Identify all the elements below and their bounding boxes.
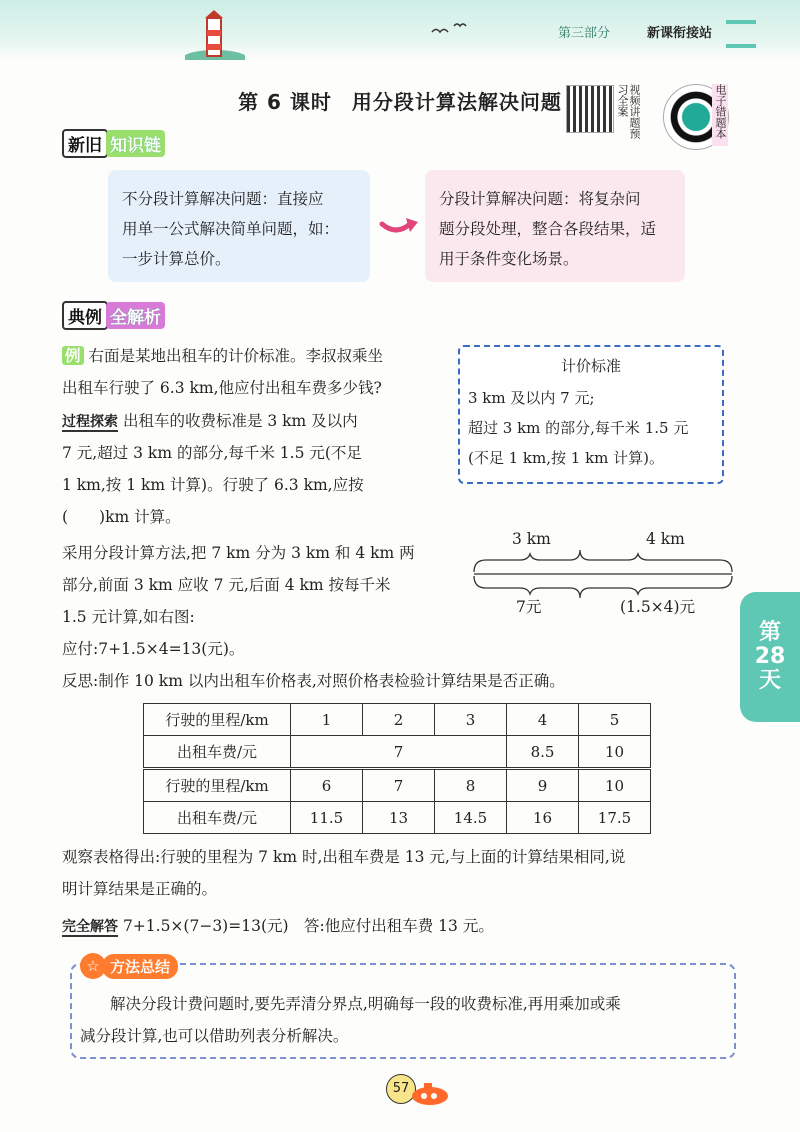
header-deco — [726, 20, 756, 48]
knowledge-right-line3: 用于条件变化场景。 — [439, 250, 579, 268]
table-row-label: 出租车费/元 — [144, 736, 291, 769]
table-cell: 8.5 — [507, 736, 579, 769]
example-badge: 例 — [62, 346, 84, 365]
question-line1 — [62, 340, 383, 372]
section-example — [62, 302, 165, 328]
knowledge-right-box — [425, 170, 685, 282]
arrow-right-icon — [378, 212, 420, 242]
table-cell: 1 — [291, 704, 363, 736]
explore-line3: 1 km,按 1 km 计算)。行驶了 6.3 km,应按 — [62, 476, 364, 494]
submarine-icon — [408, 1080, 452, 1108]
table-row-label: 行驶的里程/km — [144, 769, 291, 802]
table-cell: 4 — [507, 704, 579, 736]
table-cell: 14.5 — [435, 802, 507, 834]
star-icon: ☆ — [80, 953, 106, 979]
table-cell: 13 — [363, 802, 435, 834]
knowledge-right-line2: 题分段处理，整合各段结果，适 — [439, 220, 657, 238]
fare-table — [143, 703, 651, 834]
observation-line1: 观察表格得出:行驶的里程为 7 km 时,出租车费是 13 元,与上面的计算结果相同,说 — [62, 848, 626, 866]
method-summary-tag — [80, 954, 178, 978]
fare-standard-box — [458, 345, 724, 484]
qr-code-video[interactable] — [566, 85, 614, 133]
question-text1: 右面是某地出租车的计价标准。李叔叔乘坐 — [88, 347, 383, 365]
knowledge-right-line1: 分段计算解决问题：将复杂问 — [439, 190, 641, 208]
solution-line3: 1.5 元计算,如右图: — [62, 608, 195, 626]
segment-diagram — [472, 528, 734, 618]
knowledge-left-line1: 不分段计算解决问题：直接应 — [122, 190, 324, 208]
header-part: 第三部分 — [557, 26, 610, 41]
fare-standard-line1: 3 km 及以内 7 元; — [468, 389, 595, 407]
knowledge-left-box — [108, 170, 370, 282]
answer-tag: 完全解答 — [62, 919, 118, 935]
lesson-number: 第 6 课时 — [238, 90, 332, 114]
diagram-top-right: 4 km — [646, 530, 685, 548]
table-cell: 6 — [291, 769, 363, 802]
table-cell: 10 — [579, 736, 651, 769]
diagram-top-left: 3 km — [512, 530, 551, 548]
table-row — [144, 802, 651, 834]
fare-standard-title: 计价标准 — [560, 357, 621, 375]
qr-label-video: 视频讲题预习全案 — [616, 84, 641, 139]
page-number: 57 — [386, 1074, 416, 1104]
observation-line2: 明计算结果是正确的。 — [62, 880, 218, 898]
explore-line1 — [62, 405, 358, 438]
table-cell: 10 — [579, 769, 651, 802]
answer-line — [62, 910, 494, 943]
birds-icon — [430, 22, 470, 40]
header-section: 新课衔接站 — [646, 26, 712, 41]
lighthouse-icon — [185, 8, 245, 60]
reflection-line: 反思:制作 10 km 以内出租车价格表,对照价格表检验计算结果是否正确。 — [62, 672, 565, 690]
solution-line1: 采用分段计算方法,把 7 km 分为 3 km 和 4 km 两 — [62, 544, 415, 562]
explore-line4: ( )km 计算。 — [62, 508, 181, 526]
explore-text1: 出租车的收费标准是 3 km 及以内 — [122, 412, 358, 430]
question-line2: 出租车行驶了 6.3 km,他应付出租车费多少钱? — [62, 379, 382, 397]
knowledge-left-line2: 用单一公式解决简单问题，如： — [122, 220, 340, 238]
method-line2: 减分段计算,也可以借助列表分析解决。 — [80, 1027, 349, 1045]
solution-line2: 部分,前面 3 km 应收 7 元,后面 4 km 按每千米 — [62, 576, 391, 594]
table-cell: 3 — [435, 704, 507, 736]
table-row-label: 出租车费/元 — [144, 802, 291, 834]
section-new-old — [62, 130, 165, 156]
qr-label-mistakes: 电子错题本 — [712, 84, 728, 146]
table-cell: 11.5 — [291, 802, 363, 834]
knowledge-left-line3: 一步计算总价。 — [122, 250, 231, 268]
method-summary-label: 方法总结 — [102, 954, 178, 979]
explore-line2: 7 元,超过 3 km 的部分,每千米 1.5 元(不足 — [62, 444, 362, 462]
section-new-old-b: 知识链 — [106, 130, 165, 157]
answer-text: 7+1.5×(7−3)=13(元) 答:他应付出租车费 13 元。 — [122, 917, 494, 935]
table-cell: 9 — [507, 769, 579, 802]
section-example-a: 典例 — [62, 301, 108, 330]
table-row — [144, 769, 651, 802]
day-side-tab — [740, 592, 800, 722]
table-cell: 17.5 — [579, 802, 651, 834]
table-row-label: 行驶的里程/km — [144, 704, 291, 736]
table-cell-merged: 7 — [291, 736, 507, 769]
day-tab-line2: 28 — [754, 644, 786, 669]
table-cell: 8 — [435, 769, 507, 802]
payment-line: 应付:7+1.5×4=13(元)。 — [62, 640, 245, 658]
table-row — [144, 704, 651, 736]
explore-tag: 过程探索 — [62, 414, 118, 430]
section-example-b: 全解析 — [106, 302, 165, 329]
table-cell: 7 — [363, 769, 435, 802]
day-tab-line3: 天 — [758, 668, 781, 693]
method-line1: 解决分段计费问题时,要先弄清分界点,明确每一段的收费标准,再用乘加或乘 — [110, 995, 621, 1013]
table-cell: 2 — [363, 704, 435, 736]
fare-standard-line3: (不足 1 km,按 1 km 计算)。 — [468, 449, 665, 467]
table-cell: 16 — [507, 802, 579, 834]
table-row — [144, 736, 651, 769]
lesson-name: 用分段计算法解决问题 — [351, 90, 562, 114]
diagram-bottom-left: 7元 — [516, 598, 542, 616]
section-new-old-a: 新旧 — [62, 129, 108, 158]
fare-standard-line2: 超过 3 km 的部分,每千米 1.5 元 — [468, 419, 689, 437]
table-cell: 5 — [579, 704, 651, 736]
day-tab-line1: 第 — [758, 620, 781, 645]
diagram-bottom-right: (1.5×4)元 — [620, 598, 696, 616]
